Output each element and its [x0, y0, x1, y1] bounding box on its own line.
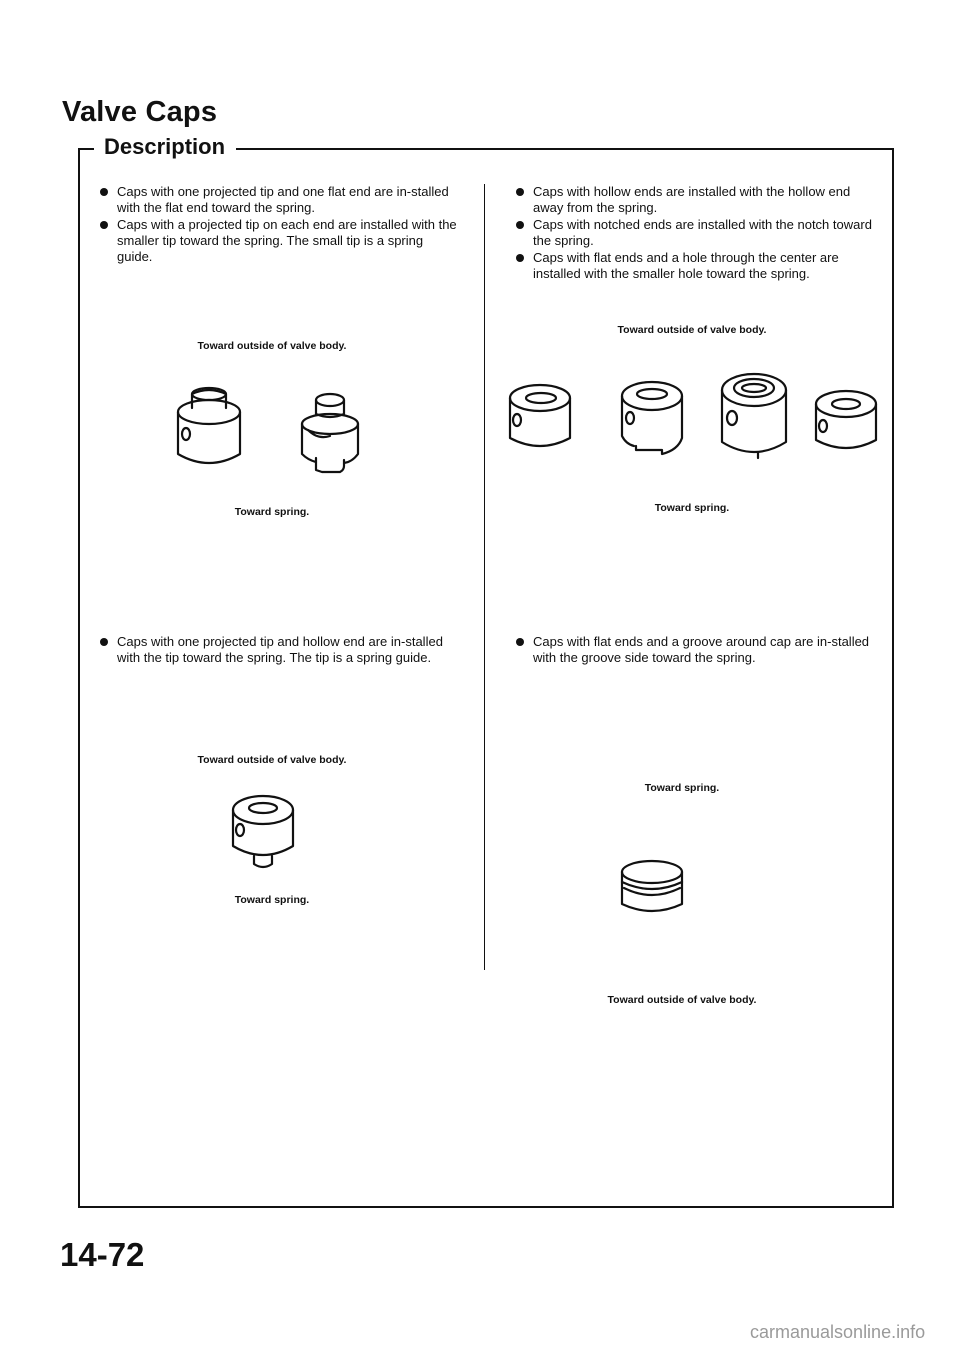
left-fig2-top-label: Toward outside of valve body. — [197, 754, 347, 766]
left-bullets-bottom — [100, 634, 462, 667]
list-item: Caps with a projected tip on each end are installed with the smaller tip toward the spring. The small tip is a spring guide. — [100, 217, 462, 265]
section-title: Description — [104, 134, 226, 159]
frame-top-rule-left — [78, 148, 94, 150]
page-number: 14-72 — [60, 1236, 145, 1273]
left-fig1-bottom-label: Toward spring. — [234, 506, 310, 518]
cap-flat-hollow-illustration — [810, 384, 882, 460]
right-bullets-bottom — [516, 634, 880, 667]
list-item: Caps with notched ends are installed with the notch toward the spring. — [516, 217, 880, 249]
left-fig1-top-label: Toward outside of valve body. — [197, 340, 347, 352]
page-title: Valve Caps — [62, 96, 218, 128]
right-fig2-top-label: Toward spring. — [644, 782, 720, 794]
cap-hollow-end-illustration — [504, 378, 576, 458]
watermark: carmanualsonline.info — [750, 1322, 926, 1342]
right-fig2-bottom-label: Toward outside of valve body. — [607, 994, 757, 1006]
right-fig1-bottom-label: Toward spring. — [654, 502, 730, 514]
cap-flat-and-tip-illustration — [172, 382, 246, 474]
list-item: Caps with one projected tip and one flat end are in-stalled with the flat end toward the spring. — [100, 184, 462, 216]
cap-hole-through-center-illustration — [714, 366, 794, 470]
list-item: Caps with flat ends and a hole through the center are installed with the smaller hole toward the spring. — [516, 250, 880, 282]
left-bullets-top — [100, 184, 462, 266]
frame-top-rule-right — [236, 148, 894, 150]
cap-notched-end-illustration — [614, 374, 690, 464]
list-item: Caps with one projected tip and hollow end are in-stalled with the tip toward the spring. The tip is a spring guide. — [100, 634, 462, 666]
list-item: Caps with hollow ends are installed with the hollow end away from the spring. — [516, 184, 880, 216]
cap-double-tip-illustration — [294, 390, 364, 474]
column-divider — [484, 184, 485, 970]
left-fig2-bottom-label: Toward spring. — [234, 894, 310, 906]
cap-tip-hollow-end-illustration — [226, 788, 300, 874]
list-item: Caps with flat ends and a groove around cap are in-stalled with the groove side toward the spring. — [516, 634, 880, 666]
cap-groove-illustration — [616, 856, 688, 920]
right-bullets-top — [516, 184, 880, 283]
right-fig1-top-label: Toward outside of valve body. — [617, 324, 767, 336]
description-frame — [78, 148, 894, 1208]
